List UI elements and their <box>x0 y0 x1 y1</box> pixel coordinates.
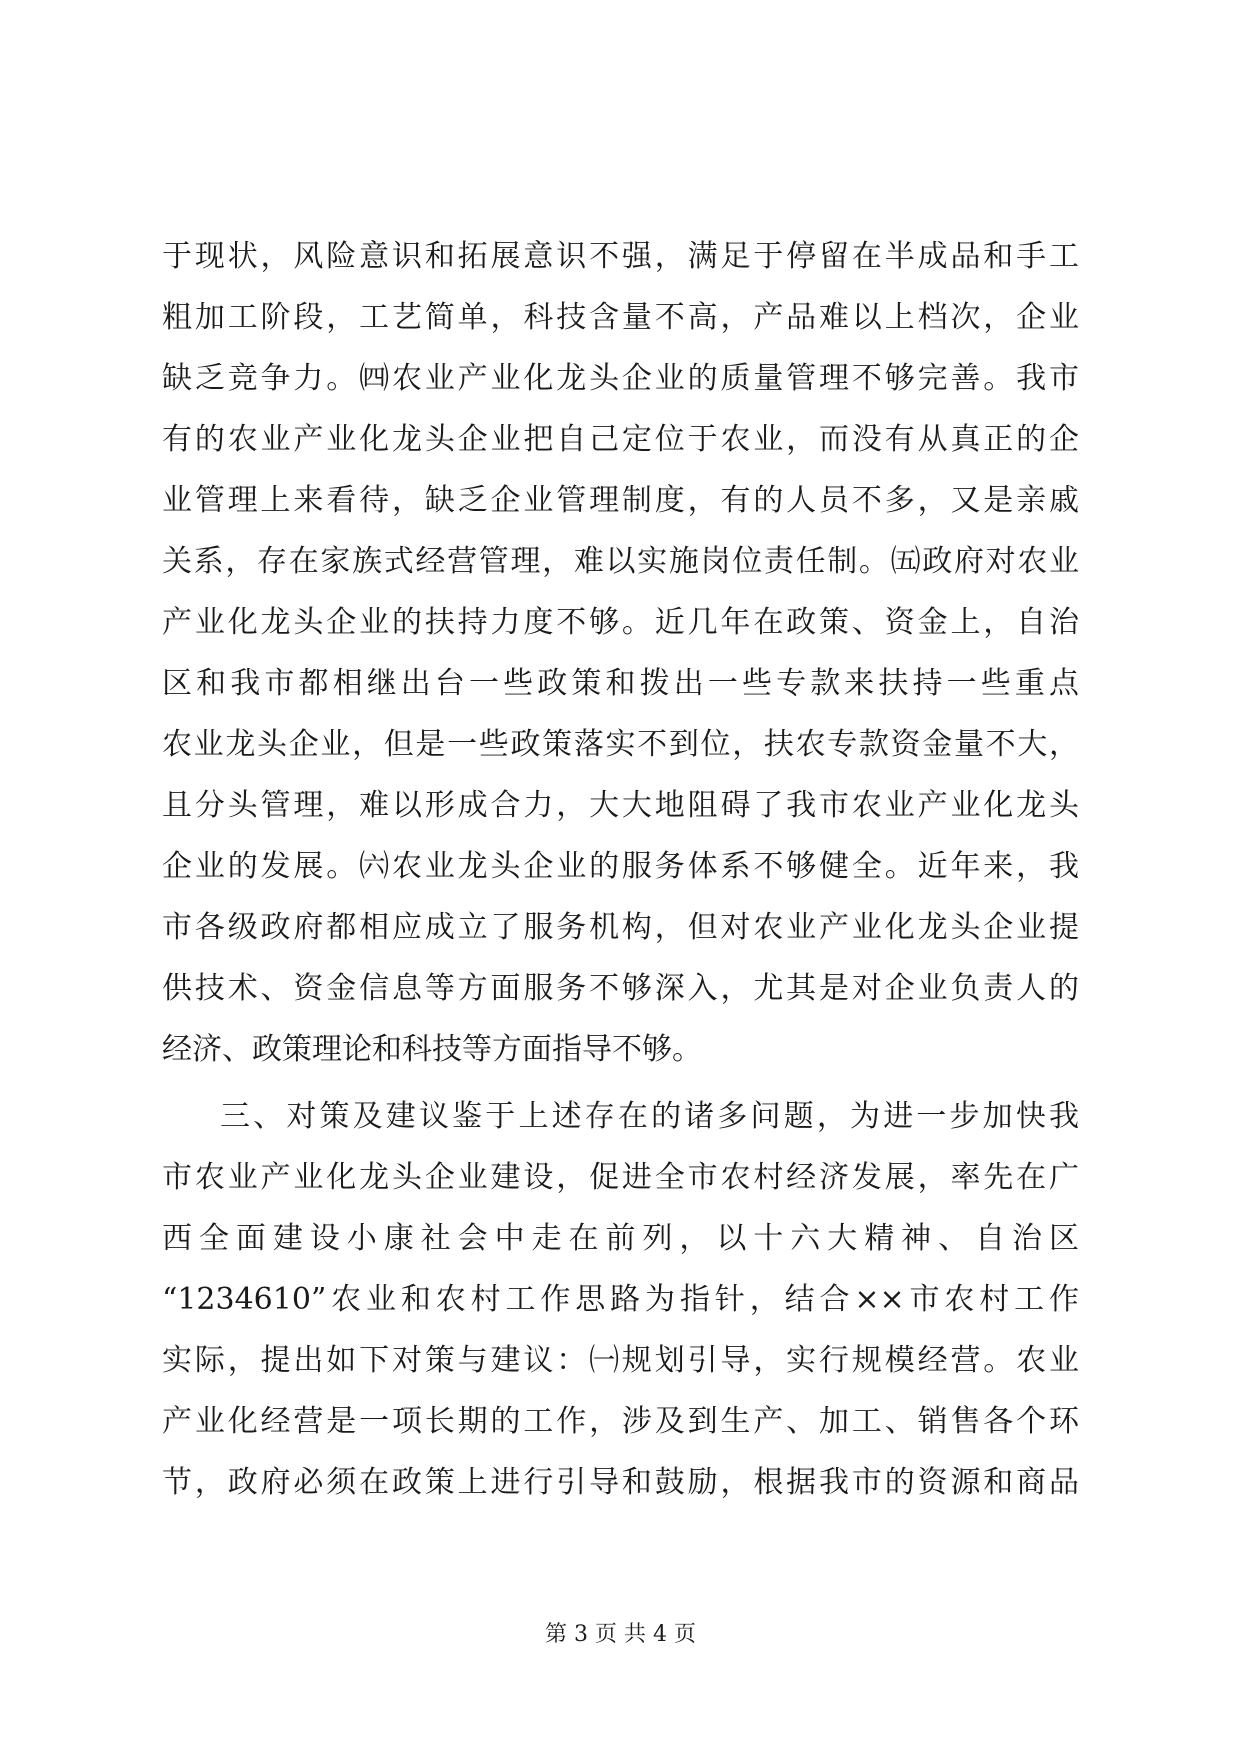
paragraph-1 <box>162 226 1079 1080</box>
text-line: 业管理上来看待，缺乏企业管理制度，有的人员不多，又是亲戚 <box>162 483 1079 518</box>
text-line: 产业化经营是一项长期的工作，涉及到生产、加工、销售各个环 <box>162 1404 1079 1439</box>
text-line: 供技术、资金信息等方面服务不够深入，尤其是对企业负责人的 <box>162 971 1079 1006</box>
text-line: 农业龙头企业，但是一些政策落实不到位，扶农专款资金量不大， <box>162 727 1079 762</box>
text-line: 实际，提出如下对策与建议：㈠规划引导，实行规模经营。农业 <box>162 1343 1079 1378</box>
text-line: 市农业产业化龙头企业建设，促进全市农村经济发展，率先在广 <box>162 1160 1079 1195</box>
text-line: 关系，存在家族式经营管理，难以实施岗位责任制。㈤政府对农业 <box>162 544 1079 579</box>
text-line: 市各级政府都相应成立了服务机构，但对农业产业化龙头企业提 <box>162 910 1079 945</box>
text-line: 区和我市都相继出台一些政策和拨出一些专款来扶持一些重点 <box>162 666 1079 701</box>
page-number-footer: 第 3 页 共 4 页 <box>545 1622 696 1647</box>
text-line: 企业的发展。㈥农业龙头企业的服务体系不够健全。近年来，我 <box>162 849 1079 884</box>
text-line: “1234610”农业和农村工作思路为指针，结合××市农村工作 <box>162 1282 1079 1317</box>
text-line: 粗加工阶段，工艺简单，科技含量不高，产品难以上档次，企业 <box>162 300 1079 335</box>
text-line: 产业化龙头企业的扶持力度不够。近几年在政策、资金上，自治 <box>162 605 1079 640</box>
text-line: 西全面建设小康社会中走在前列，以十六大精神、自治区 <box>162 1221 1079 1256</box>
text-line: 节，政府必须在政策上进行引导和鼓励，根据我市的资源和商品 <box>162 1465 1079 1500</box>
text-line: 于现状，风险意识和拓展意识不强，满足于停留在半成品和手工 <box>162 239 1079 274</box>
text-line: 有的农业产业化龙头企业把自己定位于农业，而没有从真正的企 <box>162 422 1079 457</box>
text-line: 缺乏竞争力。㈣农业产业化龙头企业的质量管理不够完善。我市 <box>162 361 1079 396</box>
text-line: 且分头管理，难以形成合力，大大地阻碍了我市农业产业化龙头 <box>162 788 1079 823</box>
text-line: 经济、政策理论和科技等方面指导不够。 <box>162 1032 702 1067</box>
text-line: 三、对策及建议鉴于上述存在的诸多问题，为进一步加快我 <box>220 1099 1079 1134</box>
document-body <box>162 226 1079 1513</box>
paragraph-2 <box>162 1086 1079 1513</box>
